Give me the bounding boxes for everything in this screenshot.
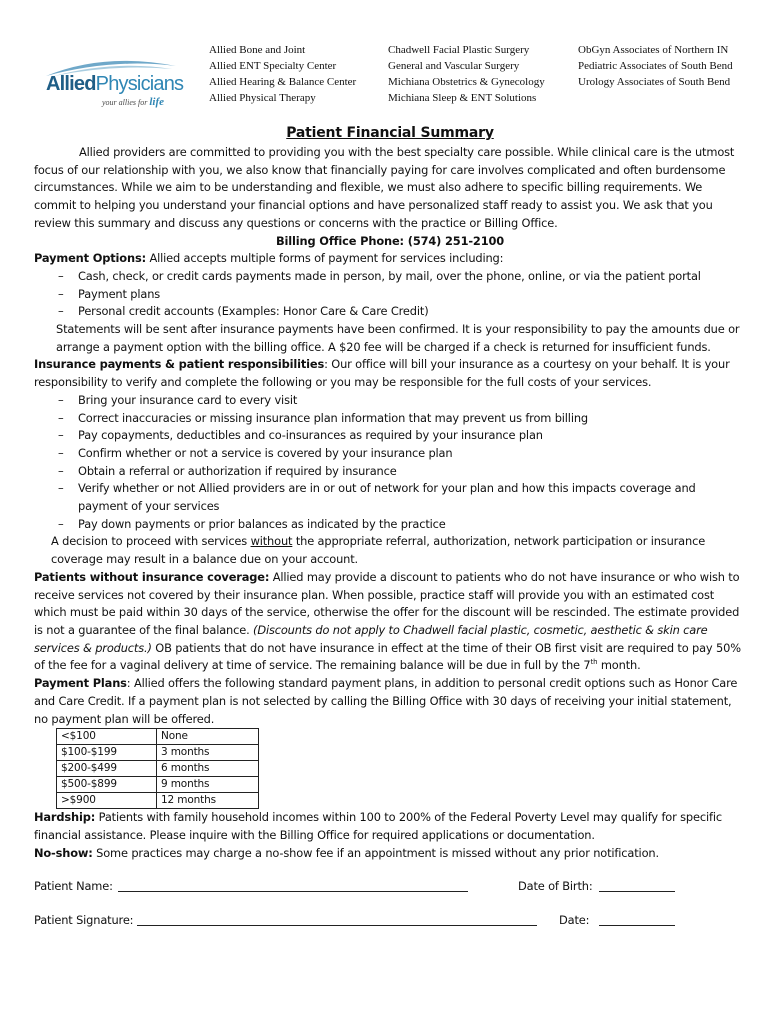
practice-name: Allied ENT Specialty Center bbox=[209, 60, 337, 72]
practice-name: Michiana Obstetrics & Gynecology bbox=[388, 76, 545, 88]
plan-range-cell: $500-$899 bbox=[57, 777, 157, 793]
practice-name: Urology Associates of South Bend bbox=[578, 76, 731, 88]
practice-name: Pediatric Associates of South Bend bbox=[578, 60, 733, 72]
date-label: Date: bbox=[559, 913, 590, 928]
payment-options-list bbox=[34, 268, 746, 321]
table-row bbox=[57, 745, 259, 761]
dob-label: Date of Birth: bbox=[518, 879, 593, 894]
signature-section bbox=[34, 878, 746, 946]
payment-plan-table bbox=[56, 728, 259, 809]
practice-name: Allied Hearing & Balance Center bbox=[209, 76, 357, 88]
practice-list-col3 bbox=[578, 42, 748, 90]
practice-name: General and Vascular Surgery bbox=[388, 60, 520, 72]
plan-months-cell: 9 months bbox=[157, 777, 259, 793]
patient-signature-label: Patient Signature: bbox=[34, 913, 134, 928]
allied-physicians-logo bbox=[44, 56, 184, 110]
noshow-paragraph: No-show: Some practices may charge a no-show fee if an appointment is missed without any prior notification. bbox=[34, 845, 659, 860]
practice-name: Michiana Sleep & ENT Solutions bbox=[388, 92, 537, 104]
list-item: – Bring your insurance card to every visit bbox=[78, 392, 746, 410]
billing-phone: Billing Office Phone: (574) 251-2100 bbox=[275, 233, 505, 248]
patient-name-label: Patient Name: bbox=[34, 879, 113, 894]
payment-plans-paragraph: Payment Plans: Allied offers the following standard payment plans, in addition to personal credit options such as Honor Care and Care Credit. If a payment plan is not selected by calling the Billing Office with 30 days of receiving your initial statement, no payment plan will be offered. bbox=[34, 676, 738, 726]
plan-months-cell: 12 months bbox=[157, 793, 259, 809]
table-row bbox=[57, 777, 259, 793]
plan-range-cell: <$100 bbox=[57, 729, 157, 745]
intro-paragraph: Allied providers are committed to providing you with the best specialty care possible. While clinical care is the utmost focus of our relationship with you, we also know that financially paying for care involves complicated and often burdensome circumstances. While we aim to be understanding and flexible, we must also adhere to specific billing requirements. We commit to helping you understand your financial options and have personalized staff ready to assist you. We ask that you review this summary and discuss any questions or concerns with the practice or Billing Office. bbox=[34, 145, 735, 230]
list-item: – Obtain a referral or authorization if required by insurance bbox=[78, 463, 746, 481]
practice-name: Chadwell Facial Plastic Surgery bbox=[388, 44, 530, 56]
list-item: – Pay down payments or prior balances as indicated by the practice bbox=[78, 516, 746, 534]
plan-range-cell: $200-$499 bbox=[57, 761, 157, 777]
table-row bbox=[57, 729, 259, 745]
insurance-lead: Insurance payments & patient responsibilities: Our office will bill your insurance as a courtesy on your behalf. It is your responsibility to verify and complete the following or you may be responsible for the full costs of your services. bbox=[34, 357, 730, 390]
practice-name: Allied Physical Therapy bbox=[209, 92, 316, 104]
plan-months-cell: 6 months bbox=[157, 761, 259, 777]
hardship-paragraph: Hardship: Patients with family household incomes within 100 to 200% of the Federal Poverty Level may qualify for specific financial assistance. Please inquire with the Billing Office for required applications or documentation. bbox=[34, 810, 722, 842]
logo-wordmark: AlliedPhysicians bbox=[46, 73, 184, 95]
list-item: – Payment plans bbox=[78, 286, 746, 304]
list-item: – Verify whether or not Allied providers are in or out of network for your plan and how this impacts coverage and payment of your services bbox=[78, 480, 746, 515]
table-row bbox=[57, 793, 259, 809]
plan-months-cell: None bbox=[157, 729, 259, 745]
list-item: – Pay copayments, deductibles and co-insurances as required by your insurance plan bbox=[78, 427, 746, 445]
uninsured-paragraph: Patients without insurance coverage: Allied may provide a discount to patients who do not have insurance or who wish to receive services not covered by their insurance plan. When possible, practice staff will provide you with an estimated cost which must be paid within 30 days of the service, otherwise the offer for the discount will be rescinded. The estimate provided is not a guarantee of the final balance. (Discounts do not apply to Chadwell facial plastic, cosmetic, aesthetic & skin care services & products.) OB patients that do not have insurance in effect at the time of their OB first visit are required to pay 50% of the fee for a vaginal delivery at time of service. The remaining balance will be due in full by the 7th month. bbox=[34, 569, 741, 673]
decision-paragraph: A decision to proceed with services without the appropriate referral, authorization, network participation or insurance coverage may result in a balance due on your account. bbox=[51, 534, 706, 567]
plan-range-cell: $100-$199 bbox=[57, 745, 157, 761]
plan-months-cell: 3 months bbox=[157, 745, 259, 761]
plan-range-cell: >$900 bbox=[57, 793, 157, 809]
page-title: Patient Financial Summary bbox=[286, 125, 494, 141]
logo-tagline: your allies for life bbox=[102, 96, 165, 108]
practice-name: Allied Bone and Joint bbox=[209, 44, 306, 56]
list-item: – Correct inaccuracies or missing insurance plan information that may prevent us from billing bbox=[78, 410, 746, 428]
table-row bbox=[57, 761, 259, 777]
payment-options-lead: Payment Options: Allied accepts multiple forms of payment for services including: bbox=[34, 251, 504, 266]
statements-paragraph: Statements will be sent after insurance payments have been confirmed. It is your responsibility to pay the amounts due or arrange a payment option with the billing office. A $20 fee will be charged if a check is returned for insufficient funds. bbox=[56, 322, 740, 354]
document-body bbox=[34, 123, 746, 946]
list-item: – Personal credit accounts (Examples: Honor Care & Care Credit) bbox=[78, 303, 746, 321]
list-item: – Cash, check, or credit cards payments made in person, by mail, over the phone, online, or via the patient portal bbox=[78, 268, 746, 286]
practice-list-col2 bbox=[388, 42, 568, 106]
patient-signature-row bbox=[34, 912, 746, 946]
insurance-list bbox=[34, 392, 746, 534]
list-item: – Confirm whether or not a service is covered by your insurance plan bbox=[78, 445, 746, 463]
patient-name-row bbox=[34, 878, 746, 912]
practice-list-col1 bbox=[209, 42, 384, 106]
practice-name: ObGyn Associates of Northern IN bbox=[578, 44, 729, 56]
